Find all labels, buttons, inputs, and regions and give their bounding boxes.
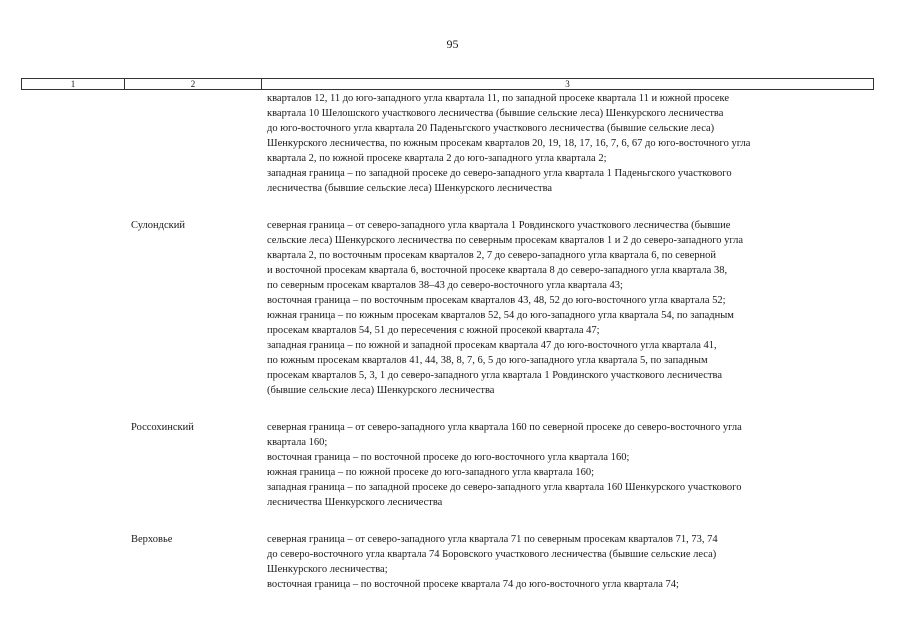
boundary-text-line: лесничества Шенкурского лесничества <box>267 497 443 508</box>
boundary-text-line: до северо-восточного угла квартала 74 Боровского участкового лесничества (бывшие сельские леса) <box>267 549 717 560</box>
boundary-text-line: лесничества (бывшие сельские леса) Шенкурского лесничества <box>267 183 553 194</box>
table-row <box>21 420 874 510</box>
boundary-text-line: просекам кварталов 5, 3, 1 до северо-западного угла квартала 1 Ровдинского участкового лесничества <box>267 370 723 381</box>
boundary-text-line: восточная граница – по восточной просеке до юго-восточного угла квартала 160; <box>267 452 630 463</box>
boundary-text-line: западная граница – по южной и западной просекам квартала 47 до юго-восточного угла квартала 41, <box>267 340 717 351</box>
column-header-3: 3 <box>565 79 570 89</box>
table-row <box>21 532 874 592</box>
district-name: Верховье <box>131 534 173 545</box>
column-1-cell <box>21 420 131 510</box>
column-1-cell <box>21 91 131 196</box>
boundary-text-line: северная граница – от северо-западного угла квартала 160 по северной просеке до северо-восточного угла <box>267 422 742 433</box>
page-number: 95 <box>446 37 459 51</box>
column-1-cell <box>21 218 131 398</box>
boundary-text-line: южная граница – по южным просекам кварталов 52, 54 до юго-западного угла квартала 54, по западным <box>267 310 734 321</box>
boundary-description <box>267 532 874 592</box>
boundary-text-line: по северным просекам кварталов 38–43 до северо-восточного угла квартала 43; <box>267 280 623 291</box>
table-row <box>21 91 874 196</box>
boundary-text-line: Шенкурского лесничества, по южным просекам кварталов 20, 19, 18, 17, 16, 7, 6, 67 до юго-восточного угла <box>267 138 751 149</box>
boundary-text-line: восточная граница – по восточной просеке квартала 74 до юго-восточного угла квартала 74; <box>267 579 679 590</box>
boundary-description <box>267 420 874 510</box>
boundary-text-line: восточная граница – по восточным просекам кварталов 43, 48, 52 до юго-восточного угла квартала 52; <box>267 295 726 306</box>
boundary-text-line: до юго-восточного угла квартала 20 Паденьгского участкового лесничества (бывшие сельские леса) <box>267 123 715 134</box>
boundary-text-line: просекам кварталов 54, 51 до пересечения с южной просекой квартала 47; <box>267 325 600 336</box>
boundary-text-line: квартала 160; <box>267 437 328 448</box>
boundary-text-line: северная граница – от северо-западного угла квартала 71 по северным просекам кварталов 71, 73, 74 <box>267 534 718 545</box>
boundary-text-line: и восточной просекам квартала 6, восточной просеке квартала 8 до северо-западного угла квартала 38, <box>267 265 728 276</box>
boundary-text-line: квартала 2, по восточным просекам кварталов 2, 7 до северо-западного угла квартала 6, по северной <box>267 250 716 261</box>
boundary-description <box>267 91 874 196</box>
boundary-text-line: южная граница – по южной просеке до юго-западного угла квартала 160; <box>267 467 595 478</box>
boundary-text-line: Шенкурского лесничества; <box>267 564 388 575</box>
boundary-text-line: кварталов 12, 11 до юго-западного угла квартала 11, по западной просеке квартала 11 и южной просеке <box>267 93 730 104</box>
column-header-1: 1 <box>22 79 125 89</box>
column-header-row <box>21 78 874 90</box>
boundary-text-line: западная граница – по западной просеке до северо-западного угла квартала 160 Шенкурского участкового <box>267 482 742 493</box>
boundary-text-line: (бывшие сельские леса) Шенкурского лесничества <box>267 385 495 396</box>
boundary-text-line: квартала 10 Шелошского участкового лесничества (бывшие сельские леса) Шенкурского лесничества <box>267 108 724 119</box>
column-1-cell <box>21 532 131 592</box>
boundary-text-line: западная граница – по западной просеке до северо-западного угла квартала 1 Паденьгского участкового <box>267 168 732 179</box>
district-name: Сулондский <box>131 220 185 231</box>
boundary-text-line: квартала 2, по южной просеке квартала 2 до юго-западного угла квартала 2; <box>267 153 607 164</box>
boundary-text-line: сельские леса) Шенкурского лесничества по северным просекам кварталов 1 и 2 до северо-западного угла <box>267 235 744 246</box>
district-name: Россохинский <box>131 422 194 433</box>
table-row <box>21 218 874 398</box>
column-header-2: 2 <box>125 79 262 89</box>
table-body <box>21 91 874 614</box>
boundary-text-line: по южным просекам кварталов 41, 44, 38, 8, 7, 6, 5 до юго-западного угла квартала 5, по западным <box>267 355 708 366</box>
boundary-text-line: северная граница – от северо-западного угла квартала 1 Ровдинского участкового лесничества (бывшие <box>267 220 731 231</box>
district-name <box>131 91 267 196</box>
boundary-description <box>267 218 874 398</box>
